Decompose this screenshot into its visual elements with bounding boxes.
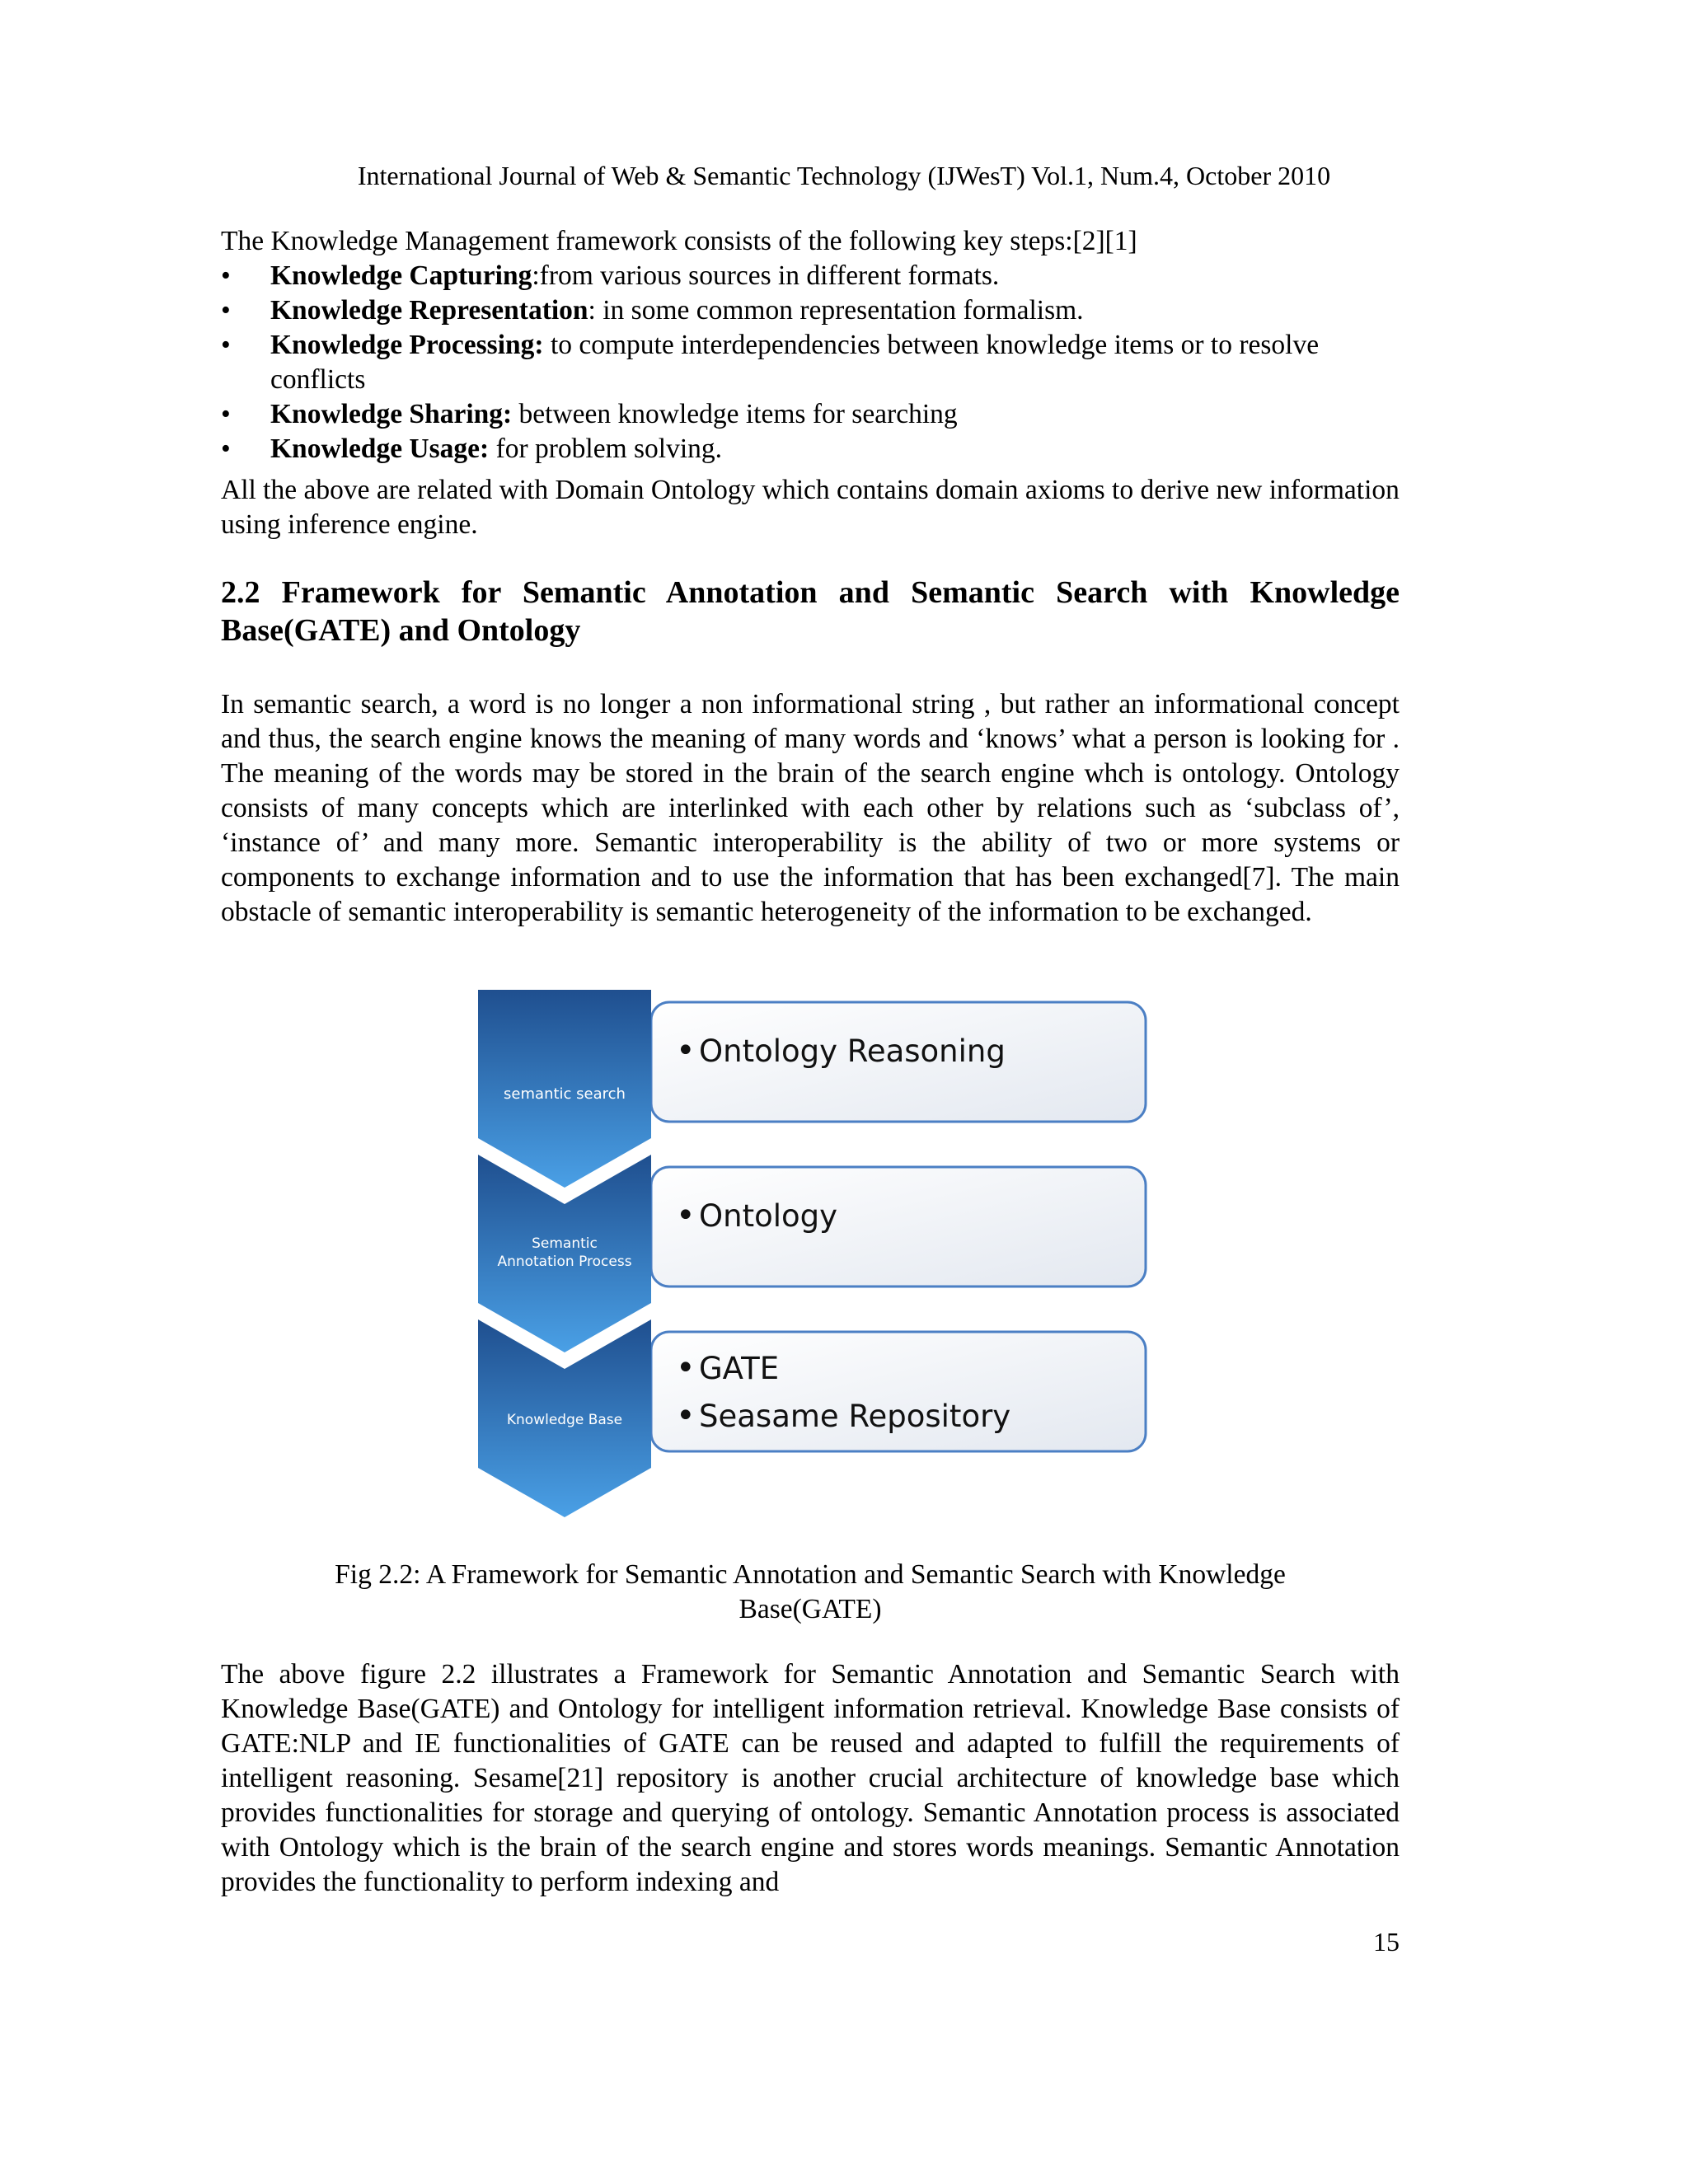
bullet-icon: • (221, 295, 231, 326)
list-item (221, 328, 1400, 397)
figure-caption (221, 1558, 1400, 1627)
diagram-level-knowledge-base (478, 1319, 1146, 1517)
caption-line: Fig 2.2: A Framework for Semantic Annotation and Semantic Search with Knowledge (335, 1559, 1286, 1590)
diagram-level-annotation-process (478, 1155, 1146, 1352)
bullet-icon: • (676, 1349, 696, 1387)
page-number: 15 (1373, 1927, 1400, 1957)
list-item-text: : in some common representation formalism. (588, 295, 1084, 326)
item-label: Ontology Reasoning (699, 1033, 1006, 1069)
list-item-text: to compute interdependencies between knowledge items or to resolve conflicts (270, 330, 1320, 395)
list-item (221, 293, 1400, 328)
list-item-term: Knowledge Processing: (270, 330, 544, 360)
list-item-term: Knowledge Representation (270, 295, 588, 326)
section-heading: 2.2 Framework for Semantic Annotation and Semantic Search with Knowledge Base(GATE) and Ontology (221, 575, 1400, 648)
bullet-icon: • (221, 260, 231, 291)
bullet-icon: • (676, 1032, 696, 1070)
paragraph-figure-description: The above figure 2.2 illustrates a Framework for Semantic Annotation and Semantic Search with Knowledge Base(GATE) and Ontology for intelligent information retrieval. Knowledge Base consists of GATE:NLP and IE functionalities of GATE can be reused and adapted to fulfill the requirements of intelligent reasoning. Sesame[21] repository is another crucial architecture of knowledge base which provides functionalities for storage and querying of ontology. Semantic Annotation process is associated with Ontology which is the brain of the search engine and stores words meanings. Semantic Annotation provides the functionality to perform indexing and (221, 1659, 1400, 1897)
item-label: Seasame Repository (699, 1399, 1011, 1434)
bullet-icon: • (676, 1197, 696, 1235)
intro-text: The Knowledge Management framework consists of the following key steps:[2][1] (221, 226, 1137, 256)
chevron-label: semantic search (504, 1085, 626, 1103)
list-item-text: :from various sources in different formats. (532, 260, 1000, 291)
item-label: Ontology (699, 1198, 838, 1234)
list-item-term: Knowledge Usage: (270, 434, 490, 464)
framework-diagram (462, 986, 1170, 1530)
caption-line: Base(GATE) (738, 1594, 882, 1624)
bullet-icon: • (221, 434, 231, 464)
list-item-term: Knowledge Sharing: (270, 399, 513, 429)
bullet-icon: • (676, 1397, 696, 1435)
paragraph-semantic-search: In semantic search, a word is no longer a non informational string , but rather an informational concept and thus, the search engine knows the meaning of many words and ‘knows’ what a person is looking for . The meaning of the words may be stored in the brain of the search engine whch is ontology. Ontology consists of many concepts which are interlinked with each other by relations such as ‘subclass of’, ‘instance of’ and many more. Semantic interoperability is the ability of two or more systems or components to exchange information and to use the information that has been exchanged[7]. The main obstacle of semantic interoperability is semantic heterogeneity of the information to be exchanged. (221, 689, 1400, 927)
chevron-label: Semantic (532, 1235, 598, 1252)
key-steps-list (221, 259, 1400, 466)
list-item-text: between knowledge items for searching (512, 399, 958, 429)
diagram-level-semantic-search (478, 990, 1146, 1188)
journal-header: International Journal of Web & Semantic Technology (IJWesT) Vol.1, Num.4, October 2010 (357, 161, 1331, 190)
list-item-term: Knowledge Capturing (270, 260, 532, 291)
list-item (221, 259, 1400, 293)
list-item-text: for problem solving. (489, 434, 723, 464)
list-item (221, 432, 1400, 466)
bullet-icon: • (221, 330, 231, 360)
chevron-label: Knowledge Base (506, 1412, 623, 1428)
after-bullets-text: All the above are related with Domain Ontology which contains domain axioms to derive new information using inference engine. (221, 475, 1400, 540)
bullet-icon: • (221, 399, 231, 429)
chevron-label: Annotation Process (497, 1254, 632, 1270)
item-label: GATE (699, 1351, 780, 1386)
list-item (221, 397, 1400, 432)
